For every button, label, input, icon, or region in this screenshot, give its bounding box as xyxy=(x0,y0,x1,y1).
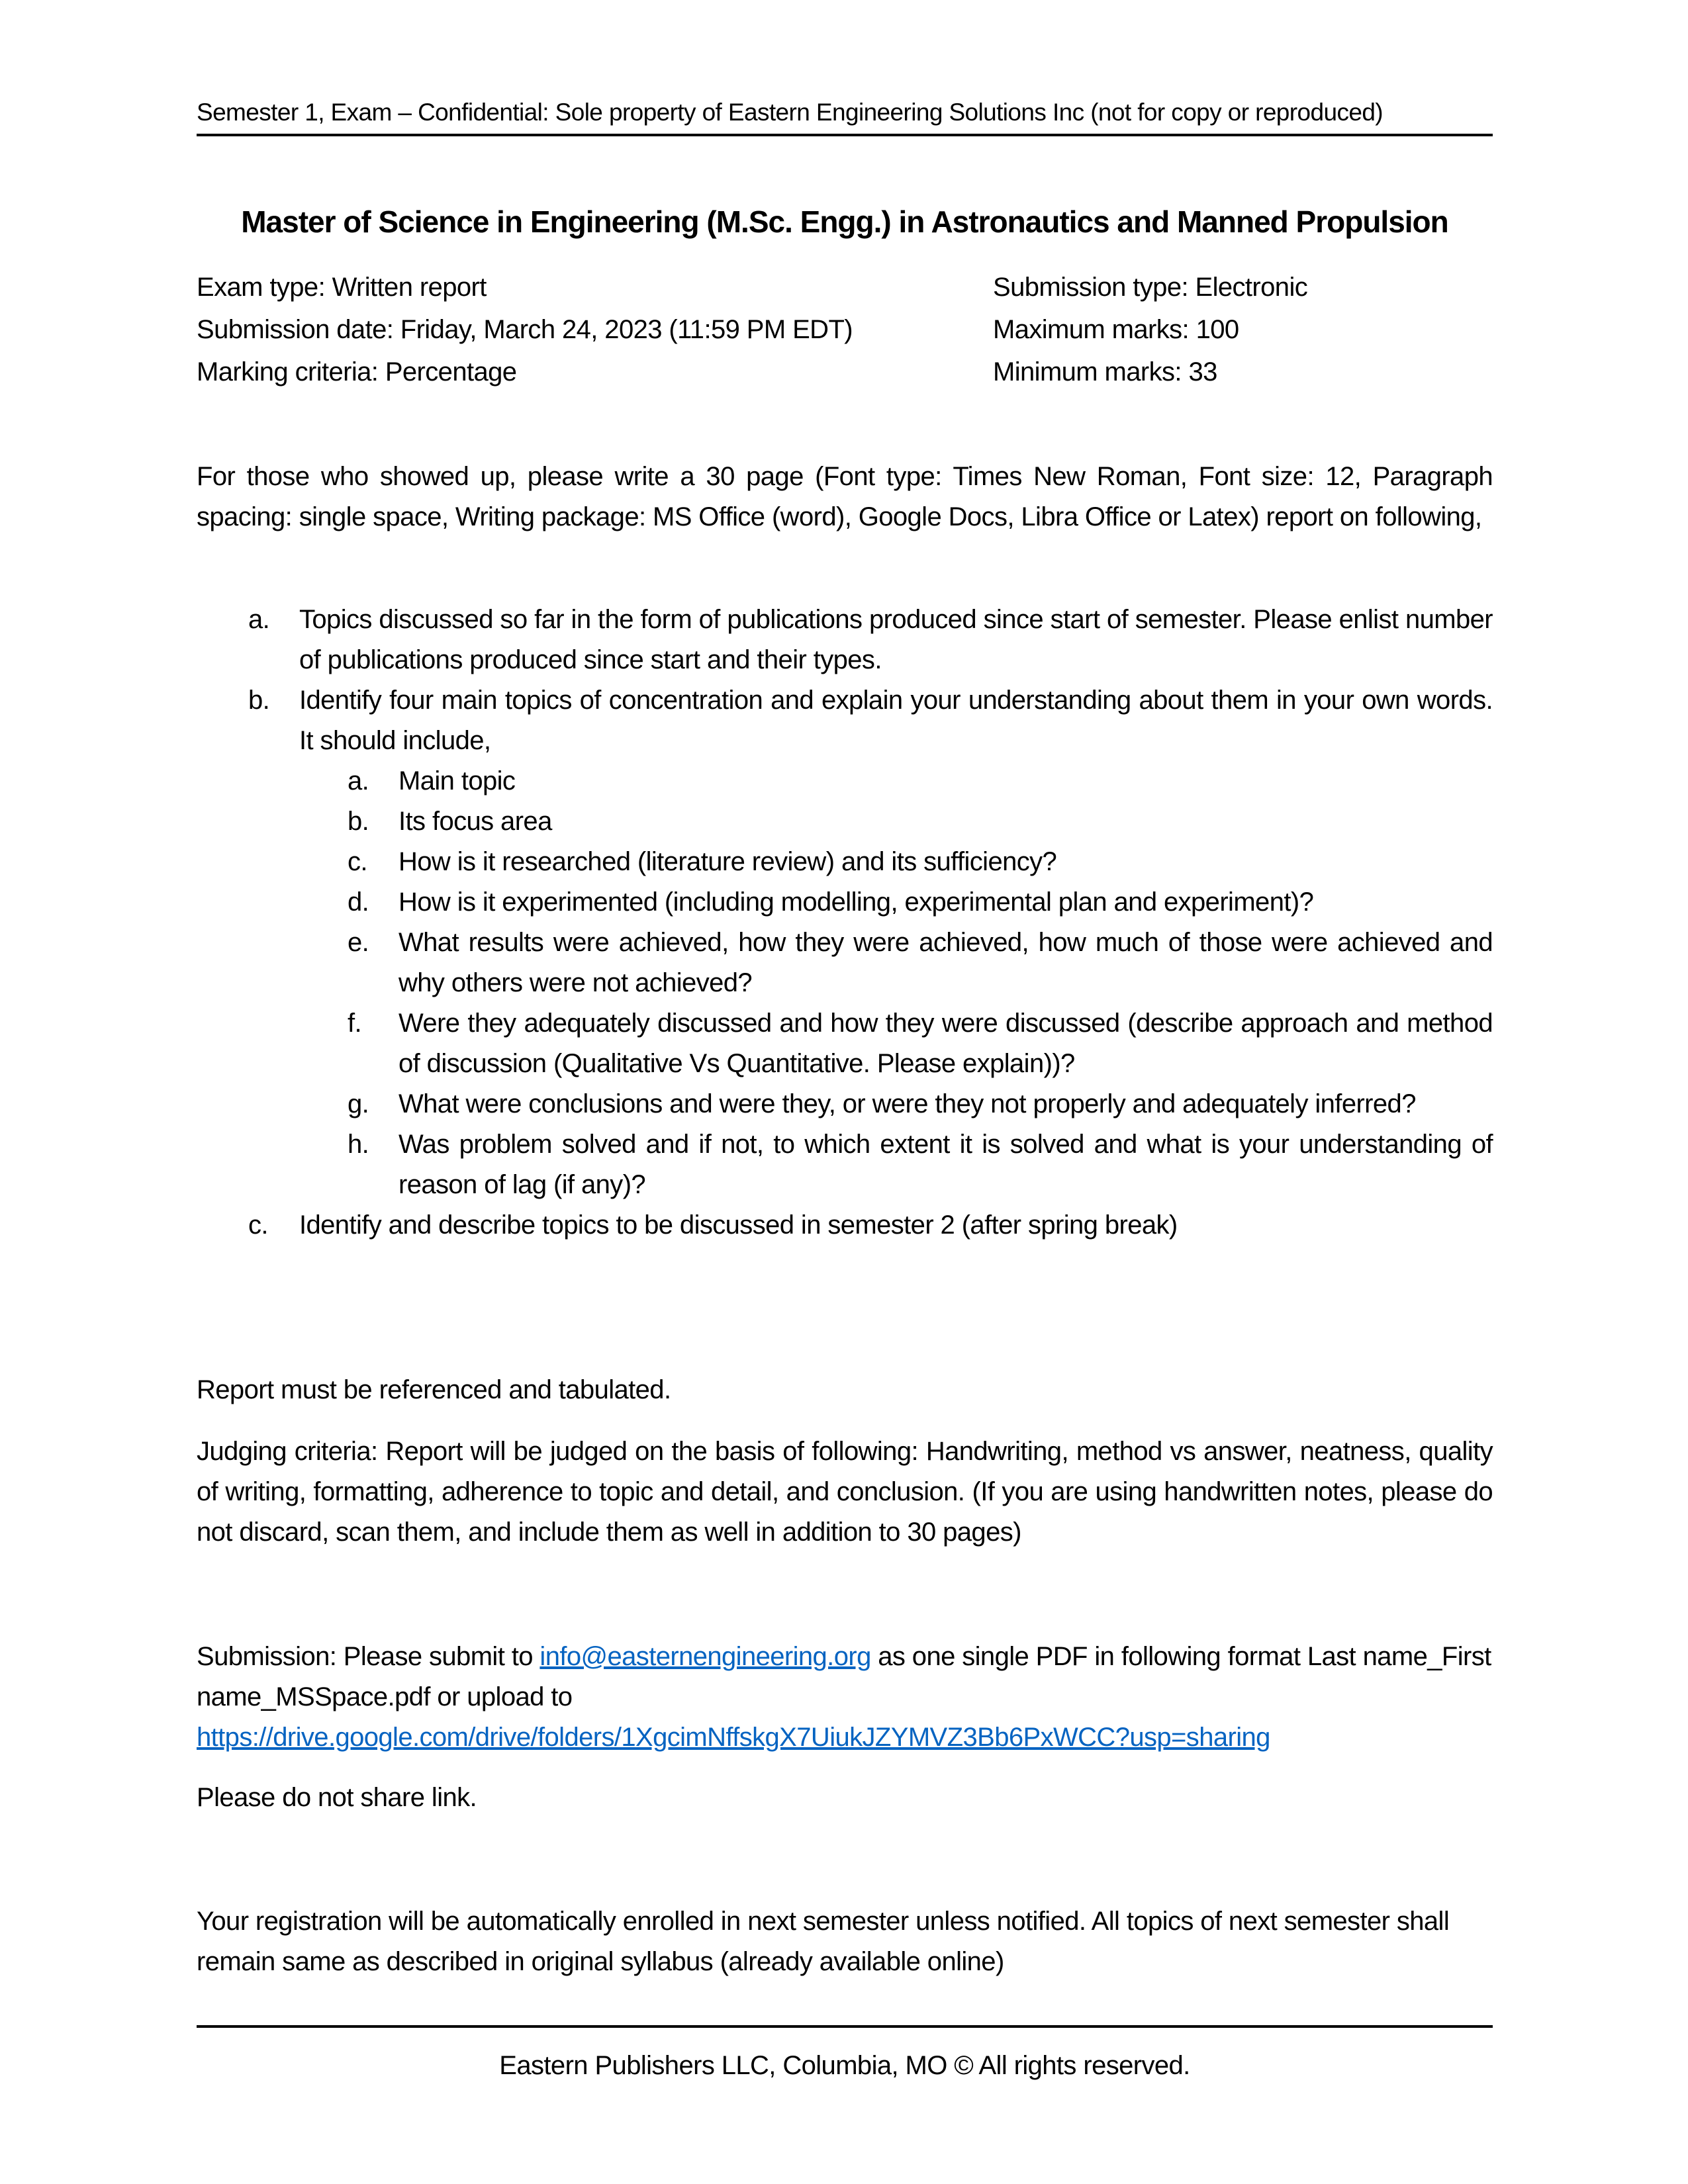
list-marker: c. xyxy=(348,847,367,876)
metadata-left-column xyxy=(197,266,853,393)
marking-criteria: Marking criteria: Percentage xyxy=(197,357,517,387)
subtask-text: What results were achieved, how they were achieved, how much of those were achieved and why others were not achieved? xyxy=(399,928,1493,997)
task-text: Topics discussed so far in the form of publications produced since start of semester. Please enlist number of publications produced since start and their types. xyxy=(299,605,1493,674)
document-page xyxy=(197,0,1493,2184)
maximum-marks: Maximum marks: 100 xyxy=(993,315,1239,344)
subtask-text: How is it researched (literature review) and its sufficiency? xyxy=(399,847,1057,876)
list-marker: g. xyxy=(348,1089,369,1118)
subtask-item xyxy=(197,761,1493,801)
subtask-text: Main topic xyxy=(399,766,516,796)
list-marker: f. xyxy=(348,1009,362,1038)
submission-instructions xyxy=(197,1637,1493,1758)
subtask-item xyxy=(197,1124,1493,1205)
subtask-item xyxy=(197,801,1493,842)
subtask-item xyxy=(197,923,1493,1003)
subtask-text: Was problem solved and if not, to which extent it is solved and what is your understanding of reason of lag (if any)? xyxy=(399,1130,1493,1199)
submission-format: as one single PDF in following format Last name_First name_MSSpace.pdf or upload to xyxy=(197,1642,1491,1711)
subtask-item xyxy=(197,1003,1493,1084)
list-marker: h. xyxy=(348,1130,369,1159)
submission-email-link[interactable]: info@easternengineering.org xyxy=(539,1642,871,1671)
footer-rule xyxy=(197,2025,1493,2028)
registration-notice: Your registration will be automatically enrolled in next semester unless notified. All topics of next semester shall remain same as described in original syllabus (already available online) xyxy=(197,1907,1450,1976)
list-marker: e. xyxy=(348,928,369,957)
list-marker: b. xyxy=(348,807,369,836)
report-requirement: Report must be referenced and tabulated. xyxy=(197,1375,671,1404)
task-text: Identify four main topics of concentration and explain your understanding about them in your own words. It should include, xyxy=(299,686,1493,755)
page-header: Semester 1, Exam – Confidential: Sole property of Eastern Engineering Solutions Inc (not for copy or reproduced) xyxy=(197,99,1383,126)
list-marker: b. xyxy=(248,686,270,715)
header-rule xyxy=(197,134,1493,136)
task-item xyxy=(197,600,1493,680)
subtask-text: What were conclusions and were they, or were they not properly and adequately inferred? xyxy=(399,1089,1416,1118)
list-marker: a. xyxy=(248,605,270,634)
subtask-item xyxy=(197,1084,1493,1124)
task-list xyxy=(197,600,1493,1246)
task-item xyxy=(197,1205,1493,1246)
instructions-intro: For those who showed up, please write a 30 page (Font type: Times New Roman, Font size: 12, Paragraph spacing: single space, Writing package: MS Office (word), Google Docs, Libra Office or Latex) report on following, xyxy=(197,462,1493,531)
task-text: Identify and describe topics to be discussed in semester 2 (after spring break) xyxy=(299,1210,1178,1240)
subtask-item xyxy=(197,882,1493,923)
submission-type: Submission type: Electronic xyxy=(993,273,1308,302)
task-item xyxy=(197,680,1493,761)
subtask-item xyxy=(197,842,1493,882)
list-marker: c. xyxy=(248,1210,268,1240)
list-marker: a. xyxy=(348,766,369,796)
document-title: Master of Science in Engineering (M.Sc. Engg.) in Astronautics and Manned Propulsion xyxy=(241,205,1448,239)
subtask-text: Were they adequately discussed and how they were discussed (describe approach and method of discussion (Qualitative Vs Quantitative. Please explain))? xyxy=(399,1009,1493,1078)
share-warning: Please do not share link. xyxy=(197,1783,477,1812)
minimum-marks: Minimum marks: 33 xyxy=(993,357,1217,387)
metadata-right-column xyxy=(993,266,1307,393)
page-footer: Eastern Publishers LLC, Columbia, MO © All rights reserved. xyxy=(499,2051,1190,2080)
exam-type: Exam type: Written report xyxy=(197,273,487,302)
subtask-text: Its focus area xyxy=(399,807,552,836)
list-marker: d. xyxy=(348,887,369,917)
subtask-list xyxy=(197,761,1493,1205)
submission-prefix: Submission: Please submit to xyxy=(197,1642,540,1671)
judging-criteria: Judging criteria: Report will be judged on the basis of following: Handwriting, method vs answer, neatness, quality of writing, formatting, adherence to topic and detail, and conclusion. (If you are using handwritten notes, please do not discard, scan them, and include them as well in addition to 30 pages) xyxy=(197,1437,1493,1547)
subtask-text: How is it experimented (including modelling, experimental plan and experiment)? xyxy=(399,887,1314,917)
submission-date: Submission date: Friday, March 24, 2023 (11:59 PM EDT) xyxy=(197,315,853,344)
drive-upload-link[interactable]: https://drive.google.com/drive/folders/1XgcimNffskgX7UiukJZYMVZ3Bb6PxWCC?usp=sharing xyxy=(197,1723,1270,1752)
